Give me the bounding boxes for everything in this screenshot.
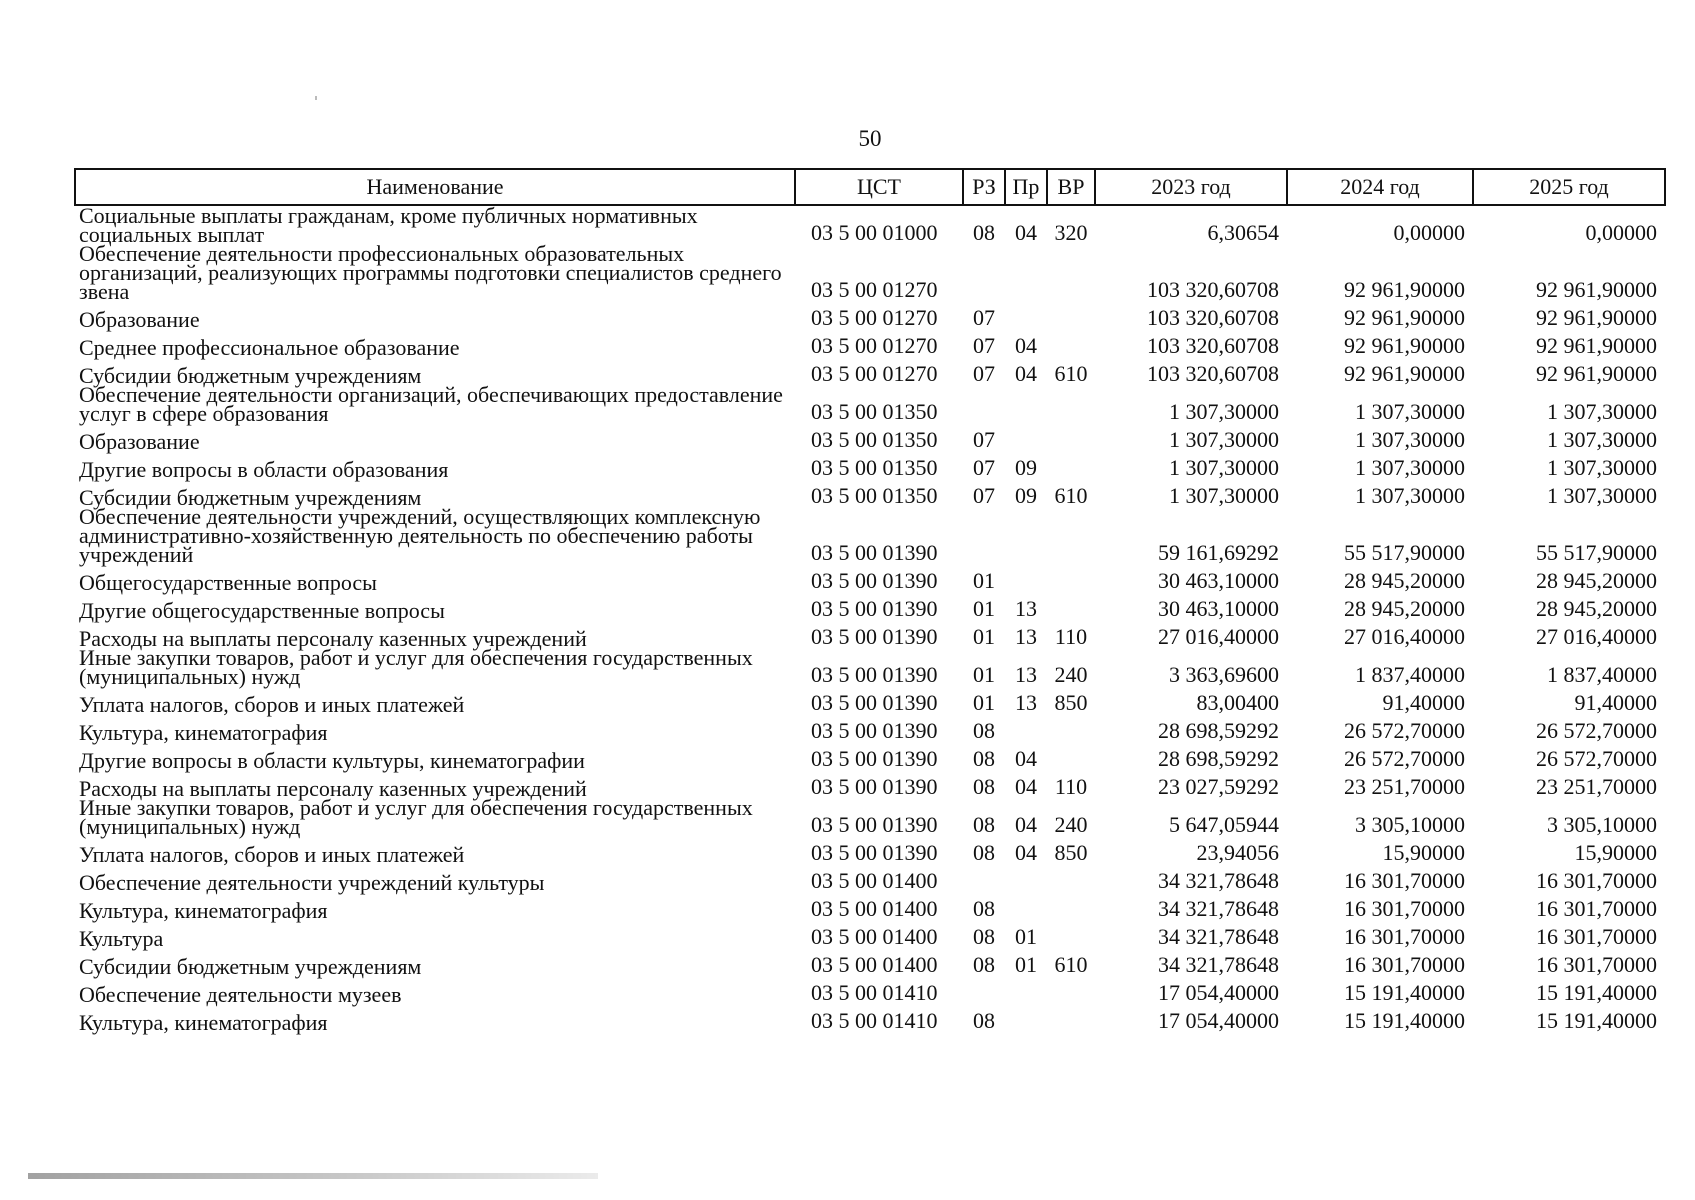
row-value-2024: 23 251,70000 [1344, 774, 1465, 799]
row-name: Другие вопросы в области культуры, кинематографии [79, 748, 585, 773]
table-row [75, 205, 1665, 244]
table-body [75, 203, 1665, 1035]
row-vr [1047, 1004, 1095, 1032]
row-value-2023: 103 320,60708 [1147, 361, 1279, 386]
row-value-2025: 1 307,30000 [1547, 455, 1657, 480]
scan-artifact [315, 96, 317, 100]
row-cst: 03 5 00 01270 [811, 361, 938, 386]
row-value-2024: 16 301,70000 [1344, 952, 1465, 977]
row-rz [963, 864, 1005, 892]
table-row [75, 385, 1665, 423]
row-value-2023: 103 320,60708 [1147, 277, 1279, 302]
table-row [75, 564, 1665, 592]
row-value-2024: 92 961,90000 [1344, 361, 1465, 386]
row-value-2024: 16 301,70000 [1344, 868, 1465, 893]
row-name: Обеспечение деятельности учреждений культуры [79, 870, 545, 895]
row-pr [1005, 385, 1047, 423]
row-name: Культура, кинематография [79, 1010, 328, 1035]
row-cst: 03 5 00 01270 [811, 277, 938, 302]
table-row [75, 836, 1665, 864]
row-name: Уплата налогов, сборов и иных платежей [79, 842, 465, 867]
row-cst: 03 5 00 01350 [811, 483, 938, 508]
row-pr: 04 [1015, 840, 1037, 865]
row-pr: 04 [1015, 774, 1037, 799]
table-row [75, 357, 1665, 385]
row-value-2025: 92 961,90000 [1536, 305, 1657, 330]
row-pr [1005, 892, 1047, 920]
table-row [75, 620, 1665, 648]
row-name: Культура, кинематография [79, 720, 328, 745]
row-value-2023: 17 054,40000 [1158, 1008, 1279, 1033]
table-row [75, 864, 1665, 892]
row-name: Культура [79, 926, 164, 951]
header-2024: 2024 год [1287, 169, 1473, 205]
header-cst: ЦСТ [795, 169, 963, 205]
table-row [75, 507, 1665, 564]
row-rz [963, 507, 1005, 564]
row-pr: 13 [1015, 690, 1037, 715]
row-value-2024: 92 961,90000 [1344, 277, 1465, 302]
row-cst: 03 5 00 01390 [811, 596, 938, 621]
row-name: Обеспечение деятельности профессиональных образовательных организаций, реализующих программы подготовки специалистов среднего звена [79, 241, 782, 304]
row-vr: 850 [1054, 690, 1088, 715]
header-name: Наименование [75, 169, 795, 205]
table-row [75, 648, 1665, 686]
row-value-2023: 5 647,05944 [1169, 812, 1279, 837]
row-rz [963, 244, 1005, 301]
row-value-2023: 23 027,59292 [1158, 774, 1279, 799]
row-value-2024: 1 837,40000 [1355, 662, 1465, 687]
row-value-2024: 27 016,40000 [1344, 624, 1465, 649]
row-cst: 03 5 00 01350 [811, 427, 938, 452]
row-value-2024: 15,90000 [1382, 840, 1465, 865]
table-row [75, 714, 1665, 742]
row-value-2024: 92 961,90000 [1344, 333, 1465, 358]
row-cst: 03 5 00 01350 [811, 399, 938, 424]
row-rz: 08 [973, 952, 995, 977]
row-cst: 03 5 00 01390 [811, 624, 938, 649]
row-name: Обеспечение деятельности учреждений, осуществляющих комплексную административно-хозяйственную деятельность по обеспечению работы учреждений [79, 504, 761, 567]
table-row [75, 892, 1665, 920]
row-pr: 13 [1015, 596, 1037, 621]
row-name: Обеспечение деятельности музеев [79, 982, 402, 1007]
row-value-2023: 103 320,60708 [1147, 333, 1279, 358]
row-vr: 610 [1054, 952, 1088, 977]
row-value-2025: 92 961,90000 [1536, 277, 1657, 302]
table-row [75, 686, 1665, 714]
page-number: 50 [858, 126, 882, 151]
row-value-2025: 92 961,90000 [1536, 361, 1657, 386]
row-value-2024: 26 572,70000 [1344, 746, 1465, 771]
row-name: Субсидии бюджетным учреждениям [79, 485, 422, 510]
row-vr: 240 [1054, 662, 1088, 687]
row-value-2025: 91,40000 [1574, 690, 1657, 715]
row-cst: 03 5 00 01390 [811, 812, 938, 837]
row-vr [1047, 976, 1095, 1004]
row-rz: 07 [973, 333, 995, 358]
row-value-2025: 16 301,70000 [1536, 868, 1657, 893]
table-row [75, 329, 1665, 357]
row-value-2023: 59 161,69292 [1158, 540, 1279, 565]
row-value-2024: 16 301,70000 [1344, 896, 1465, 921]
row-pr [1005, 714, 1047, 742]
row-cst: 03 5 00 01400 [811, 868, 938, 893]
row-rz: 08 [973, 1008, 995, 1033]
row-pr [1005, 864, 1047, 892]
table-row [75, 451, 1665, 479]
row-vr: 110 [1054, 774, 1088, 799]
row-vr [1047, 564, 1095, 592]
row-cst: 03 5 00 01390 [811, 568, 938, 593]
row-value-2024: 0,00000 [1393, 220, 1465, 245]
row-vr: 320 [1054, 220, 1088, 245]
row-value-2023: 1 307,30000 [1169, 427, 1279, 452]
row-value-2025: 15 191,40000 [1536, 1008, 1657, 1033]
row-pr [1005, 301, 1047, 329]
row-value-2023: 28 698,59292 [1158, 746, 1279, 771]
row-value-2023: 27 016,40000 [1158, 624, 1279, 649]
header-vr: ВР [1047, 169, 1095, 205]
row-vr [1047, 892, 1095, 920]
table-row [75, 770, 1665, 798]
row-rz: 08 [973, 746, 995, 771]
row-value-2024: 15 191,40000 [1344, 980, 1465, 1005]
row-value-2025: 15 191,40000 [1536, 980, 1657, 1005]
row-name: Культура, кинематография [79, 898, 328, 923]
row-value-2024: 28 945,20000 [1344, 568, 1465, 593]
row-vr [1047, 329, 1095, 357]
row-cst: 03 5 00 01410 [811, 1008, 938, 1033]
table-row [75, 479, 1665, 507]
row-name: Расходы на выплаты персоналу казенных учреждений [79, 626, 587, 651]
table-row [75, 742, 1665, 770]
row-rz: 07 [973, 483, 995, 508]
row-value-2023: 17 054,40000 [1158, 980, 1279, 1005]
row-vr [1047, 423, 1095, 451]
row-value-2024: 92 961,90000 [1344, 305, 1465, 330]
row-pr [1005, 244, 1047, 301]
row-value-2024: 15 191,40000 [1344, 1008, 1465, 1033]
row-cst: 03 5 00 01270 [811, 333, 938, 358]
header-pr: Пр [1005, 169, 1047, 205]
table-row [75, 1004, 1665, 1032]
row-pr: 01 [1015, 952, 1037, 977]
row-name: Расходы на выплаты персоналу казенных учреждений [79, 776, 587, 801]
row-value-2023: 30 463,10000 [1158, 568, 1279, 593]
row-value-2024: 1 307,30000 [1355, 399, 1465, 424]
row-value-2023: 34 321,78648 [1158, 924, 1279, 949]
row-value-2025: 1 837,40000 [1547, 662, 1657, 687]
row-value-2023: 1 307,30000 [1169, 399, 1279, 424]
row-pr: 01 [1015, 924, 1037, 949]
row-value-2024: 3 305,10000 [1355, 812, 1465, 837]
row-rz: 07 [973, 305, 995, 330]
row-value-2024: 26 572,70000 [1344, 718, 1465, 743]
row-cst: 03 5 00 01390 [811, 662, 938, 687]
row-rz: 08 [973, 220, 995, 245]
header-2025: 2025 год [1473, 169, 1665, 205]
row-cst: 03 5 00 01390 [811, 540, 938, 565]
row-value-2023: 83,00400 [1196, 690, 1279, 715]
row-cst: 03 5 00 01390 [811, 746, 938, 771]
row-vr: 110 [1054, 624, 1088, 649]
row-name: Образование [79, 429, 200, 454]
row-vr: 850 [1054, 840, 1088, 865]
header-2023: 2023 год [1095, 169, 1287, 205]
row-rz: 07 [973, 427, 995, 452]
table-row [75, 423, 1665, 451]
row-cst: 03 5 00 01390 [811, 690, 938, 715]
row-pr [1005, 423, 1047, 451]
row-rz: 01 [973, 690, 995, 715]
row-pr [1005, 976, 1047, 1004]
row-name: Другие общегосударственные вопросы [79, 598, 445, 623]
row-pr: 13 [1015, 624, 1037, 649]
row-value-2024: 1 307,30000 [1355, 483, 1465, 508]
row-vr [1047, 742, 1095, 770]
row-vr: 610 [1054, 361, 1088, 386]
row-rz [963, 976, 1005, 1004]
table-row [75, 798, 1665, 836]
row-rz [963, 385, 1005, 423]
row-name: Иные закупки товаров, работ и услуг для обеспечения государственных (муниципальных) нужд [79, 795, 753, 839]
table-row [75, 976, 1665, 1004]
row-rz: 07 [973, 361, 995, 386]
row-value-2025: 0,00000 [1585, 220, 1657, 245]
row-value-2023: 28 698,59292 [1158, 718, 1279, 743]
row-cst: 03 5 00 01390 [811, 840, 938, 865]
row-value-2025: 28 945,20000 [1536, 568, 1657, 593]
row-cst: 03 5 00 01400 [811, 952, 938, 977]
table-row [75, 592, 1665, 620]
row-rz: 01 [973, 624, 995, 649]
row-vr [1047, 714, 1095, 742]
row-vr: 240 [1054, 812, 1088, 837]
row-pr [1005, 507, 1047, 564]
row-cst: 03 5 00 01390 [811, 774, 938, 799]
row-value-2023: 34 321,78648 [1158, 952, 1279, 977]
row-value-2025: 26 572,70000 [1536, 746, 1657, 771]
row-name: Обеспечение деятельности организаций, обеспечивающих предоставление услуг в сфере образования [79, 382, 783, 426]
row-vr [1047, 507, 1095, 564]
row-value-2024: 28 945,20000 [1344, 596, 1465, 621]
table-row [75, 244, 1665, 301]
row-value-2025: 16 301,70000 [1536, 924, 1657, 949]
row-name: Уплата налогов, сборов и иных платежей [79, 692, 465, 717]
row-value-2025: 16 301,70000 [1536, 896, 1657, 921]
row-rz: 08 [973, 924, 995, 949]
table-row [75, 948, 1665, 976]
row-cst: 03 5 00 01000 [811, 220, 938, 245]
row-rz: 01 [973, 596, 995, 621]
row-value-2025: 26 572,70000 [1536, 718, 1657, 743]
row-value-2024: 16 301,70000 [1344, 924, 1465, 949]
row-rz: 01 [973, 568, 995, 593]
row-value-2025: 27 016,40000 [1536, 624, 1657, 649]
row-rz: 08 [973, 840, 995, 865]
row-pr: 04 [1015, 333, 1037, 358]
row-vr [1047, 385, 1095, 423]
row-vr [1047, 920, 1095, 948]
row-cst: 03 5 00 01400 [811, 896, 938, 921]
row-vr [1047, 451, 1095, 479]
budget-table [74, 168, 1666, 1035]
row-pr: 04 [1015, 220, 1037, 245]
row-value-2023: 103 320,60708 [1147, 305, 1279, 330]
row-vr [1047, 244, 1095, 301]
row-pr: 09 [1015, 455, 1037, 480]
table-row [75, 920, 1665, 948]
scan-artifact-bar [28, 1173, 598, 1179]
row-name: Другие вопросы в области образования [79, 457, 449, 482]
row-value-2023: 34 321,78648 [1158, 868, 1279, 893]
row-rz: 01 [973, 662, 995, 687]
header-rz: РЗ [963, 169, 1005, 205]
row-value-2023: 6,30654 [1207, 220, 1279, 245]
row-value-2025: 1 307,30000 [1547, 399, 1657, 424]
row-value-2025: 1 307,30000 [1547, 427, 1657, 452]
row-value-2025: 3 305,10000 [1547, 812, 1657, 837]
row-cst: 03 5 00 01390 [811, 718, 938, 743]
row-pr: 04 [1015, 812, 1037, 837]
row-pr [1005, 1004, 1047, 1032]
row-pr [1005, 564, 1047, 592]
row-name: Иные закупки товаров, работ и услуг для обеспечения государственных (муниципальных) нужд [79, 645, 753, 689]
row-name: Субсидии бюджетным учреждениям [79, 954, 422, 979]
row-value-2025: 1 307,30000 [1547, 483, 1657, 508]
row-rz: 08 [973, 718, 995, 743]
row-value-2024: 91,40000 [1382, 690, 1465, 715]
row-cst: 03 5 00 01350 [811, 455, 938, 480]
row-name: Среднее профессиональное образование [79, 335, 460, 360]
row-name: Образование [79, 307, 200, 332]
row-value-2025: 92 961,90000 [1536, 333, 1657, 358]
row-value-2024: 1 307,30000 [1355, 427, 1465, 452]
row-rz: 07 [973, 455, 995, 480]
row-cst: 03 5 00 01410 [811, 980, 938, 1005]
row-value-2023: 30 463,10000 [1158, 596, 1279, 621]
row-value-2023: 1 307,30000 [1169, 455, 1279, 480]
row-value-2023: 1 307,30000 [1169, 483, 1279, 508]
row-value-2025: 16 301,70000 [1536, 952, 1657, 977]
row-name: Социальные выплаты гражданам, кроме публичных нормативных социальных выплат [79, 203, 698, 247]
row-cst: 03 5 00 01400 [811, 924, 938, 949]
row-pr: 04 [1015, 361, 1037, 386]
table-row [75, 301, 1665, 329]
row-value-2025: 55 517,90000 [1536, 540, 1657, 565]
row-rz: 08 [973, 812, 995, 837]
row-value-2024: 1 307,30000 [1355, 455, 1465, 480]
row-rz: 08 [973, 896, 995, 921]
row-value-2023: 23,94056 [1196, 840, 1279, 865]
row-vr: 610 [1054, 483, 1088, 508]
row-name: Общегосударственные вопросы [79, 570, 377, 595]
row-cst: 03 5 00 01270 [811, 305, 938, 330]
row-pr: 13 [1015, 662, 1037, 687]
row-rz: 08 [973, 774, 995, 799]
row-value-2025: 23 251,70000 [1536, 774, 1657, 799]
row-value-2023: 3 363,69600 [1169, 662, 1279, 687]
row-vr [1047, 592, 1095, 620]
row-name: Субсидии бюджетным учреждениям [79, 363, 422, 388]
row-value-2024: 55 517,90000 [1344, 540, 1465, 565]
row-value-2025: 28 945,20000 [1536, 596, 1657, 621]
table-header-row [75, 169, 1665, 205]
row-pr: 04 [1015, 746, 1037, 771]
row-vr [1047, 864, 1095, 892]
row-value-2025: 15,90000 [1574, 840, 1657, 865]
row-value-2023: 34 321,78648 [1158, 896, 1279, 921]
row-pr: 09 [1015, 483, 1037, 508]
row-vr [1047, 301, 1095, 329]
